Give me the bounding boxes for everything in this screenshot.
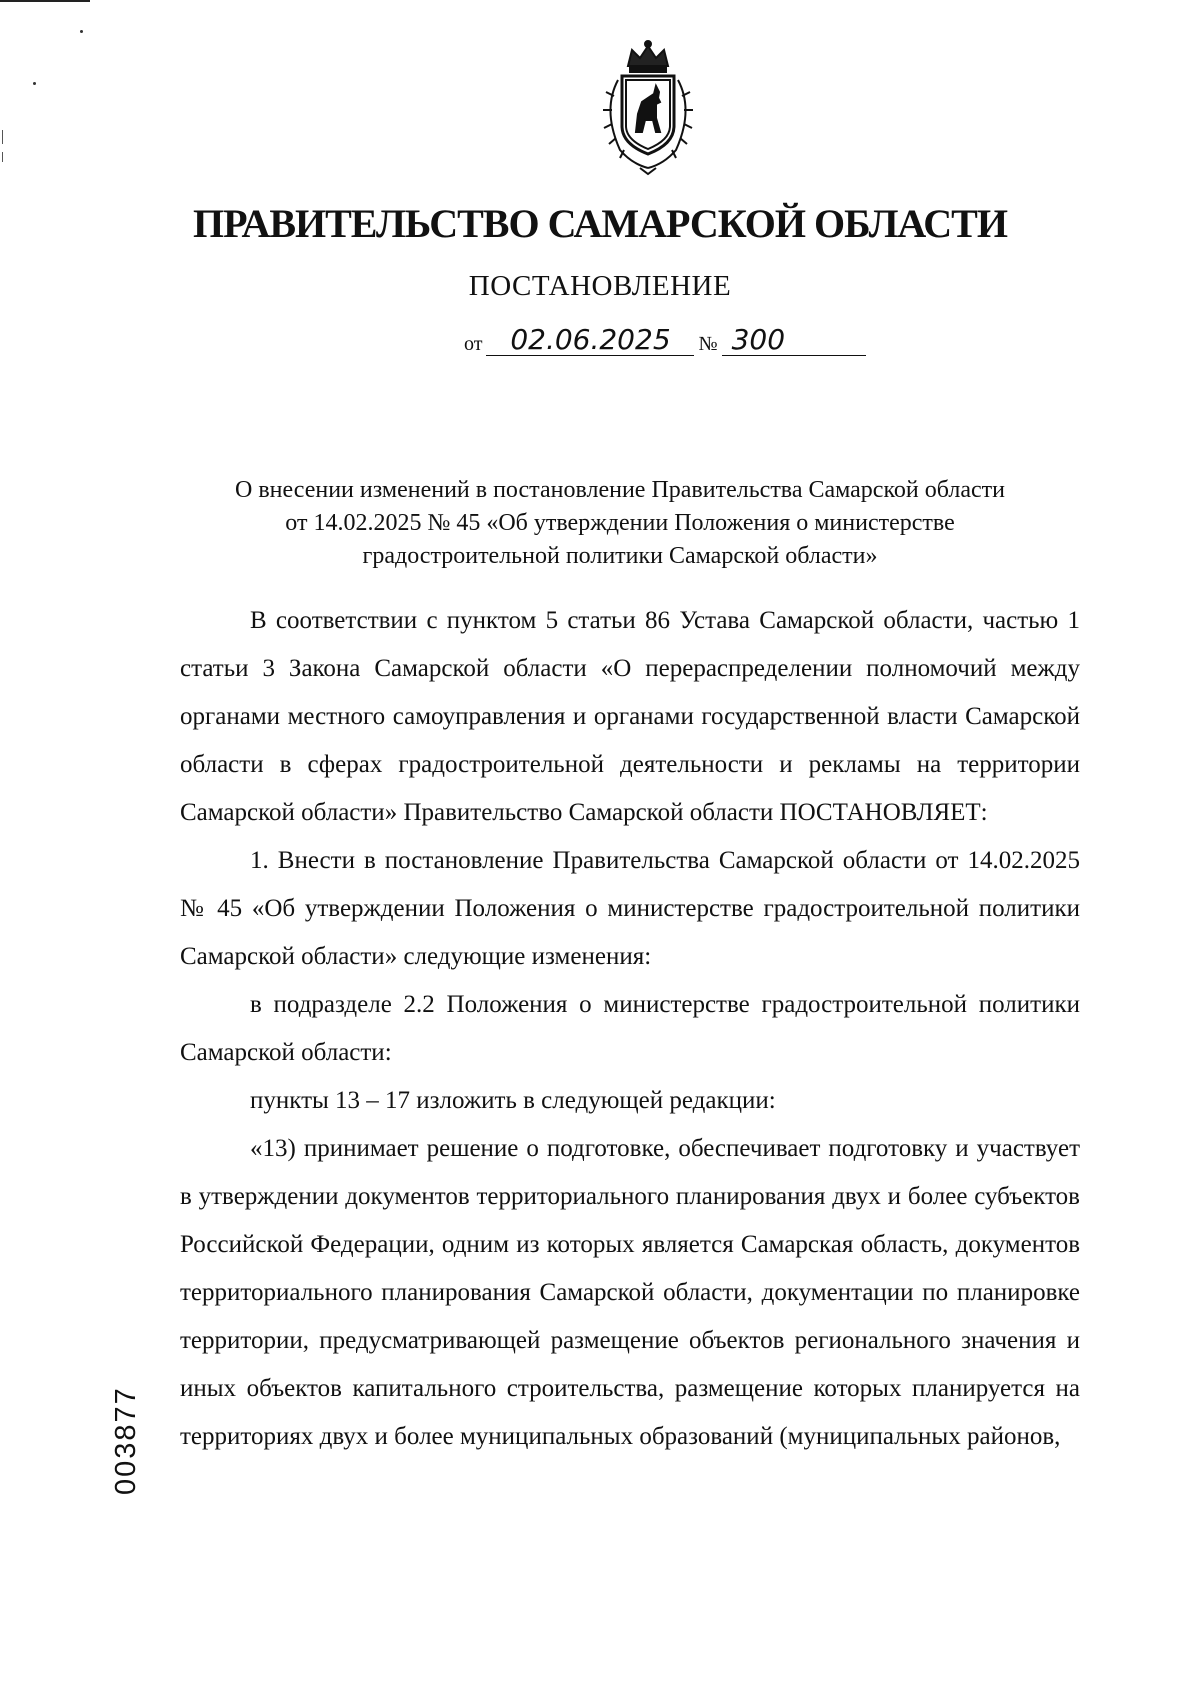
scan-speck bbox=[80, 30, 83, 33]
document-type: ПОСТАНОВЛЕНИЕ bbox=[468, 270, 732, 302]
body-paragraph: пункты 13 – 17 изложить в следующей редакции: bbox=[250, 1087, 776, 1114]
organization-title: ПРАВИТЕЛЬСТВО САМАРСКОЙ ОБЛАСТИ bbox=[193, 201, 1007, 246]
document-subject bbox=[160, 474, 1080, 573]
scan-speck bbox=[33, 82, 36, 85]
handwritten-date: 02.06.2025 bbox=[486, 325, 694, 356]
body-paragraph: В соответствии с пунктом 5 статьи 86 Устава Самарской области, частью 1 статьи 3 Закона Самарской области «О перераспределении полномочий между органами местного самоуправления и органами государственной власти Самарской области в сферах градостроительной деятельности и рекламы на территории Самарской области» Правительство Самарской области ПОСТАНОВЛЯЕТ: bbox=[180, 607, 1080, 826]
date-number-line bbox=[460, 325, 866, 356]
body-paragraph: «13) принимает решение о подготовке, обеспечивает подготовку и участвует в утверждении документов территориального планирования двух и более субъектов Российской Федерации, одним из которых является Самарская область, документов территориального планирования Самарской области, документации по планировке территории, предусматривающей размещение объектов регионального значения и иных объектов капитального строительства, размещение которых планируется на территориях двух и более муниципальных образований (муниципальных районов, bbox=[180, 1135, 1080, 1450]
subject-line: градостроительной политики Самарской области» bbox=[362, 543, 878, 569]
samara-coat-of-arms-icon bbox=[592, 40, 704, 176]
scan-edge-tick bbox=[2, 130, 3, 144]
subject-line: О внесении изменений в постановление Правительства Самарской области bbox=[235, 477, 1005, 503]
scan-edge-tick bbox=[2, 152, 3, 162]
side-serial-number: 003877 bbox=[110, 1386, 142, 1495]
handwritten-number: 300 bbox=[722, 325, 866, 356]
body-paragraph: 1. Внести в постановление Правительства Самарской области от 14.02.2025 № 45 «Об утверждении Положения о министерстве градостроительной политики Самарской области» следующие изменения: bbox=[180, 847, 1080, 970]
scan-edge-line bbox=[0, 0, 90, 2]
number-prefix: № bbox=[698, 333, 718, 355]
subject-line: от 14.02.2025 № 45 «Об утверждении Положения о министерстве bbox=[285, 510, 955, 536]
date-prefix: от bbox=[464, 333, 483, 355]
body-paragraph: в подразделе 2.2 Положения о министерстве градостроительной политики Самарской области: bbox=[180, 991, 1080, 1066]
document-body bbox=[180, 597, 1080, 1461]
